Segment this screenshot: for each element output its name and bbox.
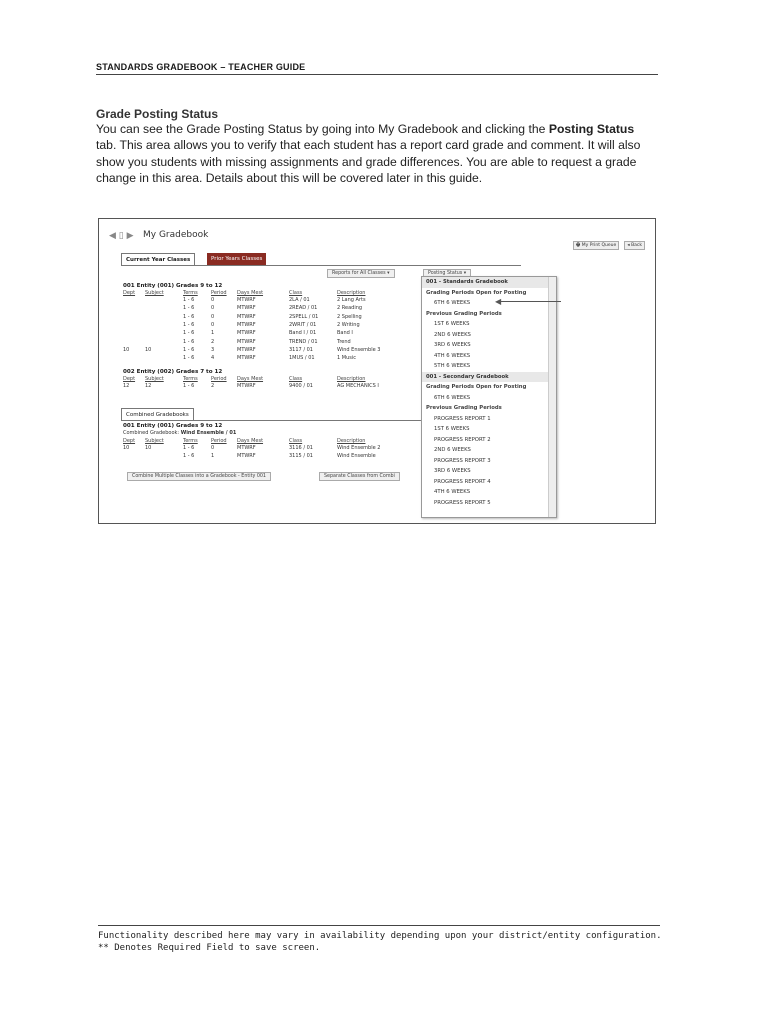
table-cell: 10	[123, 445, 130, 451]
column-header: Period	[211, 438, 227, 444]
dropdown-option[interactable]: PROGRESS REPORT 3	[434, 457, 491, 464]
table-cell: 1 - 6	[183, 383, 195, 389]
table-cell: 1 - 6	[183, 305, 195, 312]
back-button[interactable]: ◂ Back	[624, 241, 645, 250]
header-rule	[96, 74, 658, 75]
table-cell: 2 Writing	[337, 321, 360, 328]
table-cell: MTWRF	[237, 445, 256, 451]
column-header: Class	[289, 376, 303, 382]
table-cell[interactable]: 3117 / 01	[289, 346, 313, 353]
column-header: Class	[289, 438, 303, 444]
table-cell: 3	[211, 346, 215, 353]
column-header: Period	[211, 290, 227, 296]
table-cell: Wind Ensemble	[337, 452, 376, 459]
footer-rule	[98, 925, 660, 926]
dropdown-option[interactable]: 6TH 6 WEEKS	[434, 394, 471, 401]
separate-classes-button[interactable]: Separate Classes from Combi	[319, 472, 400, 481]
table-cell: 2 Lang Arts	[337, 297, 366, 303]
column-header: Dept	[123, 376, 136, 382]
footer-line2: ** Denotes Required Field to save screen.	[98, 943, 321, 953]
combined-sub-bold: Wind Ensemble / 01	[180, 430, 237, 436]
tab-current-year[interactable]: Current Year Classes	[121, 253, 195, 266]
posting-status-dropdown[interactable]	[421, 276, 557, 518]
column-header: Days Mest	[237, 376, 264, 382]
combined-heading: 001 Entity (001) Grades 9 to 12	[123, 423, 223, 429]
table-cell: 4	[211, 355, 215, 362]
table-cell: 1 - 6	[183, 355, 195, 362]
table-cell: 10	[123, 346, 130, 353]
column-header: Days Mest	[237, 438, 264, 444]
dropdown-group-label: 001 - Secondary Gradebook	[422, 372, 556, 383]
combine-classes-button[interactable]: Combine Multiple Classes into a Gradebook - Entity 001	[127, 472, 271, 481]
table-cell[interactable]: 1MUS / 01	[289, 355, 315, 362]
table-cell: AG MECHANICS I	[337, 383, 379, 389]
column-header: Terms	[183, 438, 198, 444]
print-queue-button[interactable]: 🖶 My Print Queue	[573, 241, 619, 250]
dropdown-option[interactable]: PROGRESS REPORT 2	[434, 436, 491, 443]
table-cell: 1 - 6	[183, 338, 195, 345]
table-cell: 0	[211, 305, 215, 312]
combined-rule	[121, 420, 421, 421]
table-cell: 1 - 6	[183, 297, 195, 303]
tab-combined-gradebooks[interactable]: Combined Gradebooks	[121, 408, 194, 421]
table-cell: MTWRF	[237, 452, 256, 459]
dropdown-option[interactable]: 3RD 6 WEEKS	[434, 468, 471, 474]
table-cell: 1	[211, 330, 215, 337]
paragraph-part1: You can see the Grade Posting Status by going into My Gradebook and clicking the	[96, 122, 549, 136]
column-header: Period	[211, 376, 227, 382]
table-cell: 2 Reading	[337, 305, 363, 312]
table-cell: 0	[211, 313, 215, 320]
table-cell[interactable]: 2LA / 01	[289, 297, 310, 303]
column-header: Subject	[145, 290, 164, 296]
table-cell: 1 - 6	[183, 346, 195, 353]
table-cell: MTWRF	[237, 313, 256, 320]
callout-arrow-icon: ◀	[495, 297, 502, 306]
dropdown-option[interactable]: 6TH 6 WEEKS	[434, 300, 471, 306]
table-cell[interactable]: 3115 / 01	[289, 452, 313, 459]
table-cell[interactable]: 3116 / 01	[289, 445, 313, 451]
table-cell[interactable]: 9400 / 01	[289, 383, 313, 389]
dropdown-group-label: Previous Grading Periods	[426, 405, 502, 411]
print-queue-label: My Print Queue	[581, 243, 617, 248]
table-cell: 1 Music	[337, 355, 356, 362]
dropdown-option[interactable]: 2ND 6 WEEKS	[434, 447, 471, 453]
table-cell: 2	[211, 383, 215, 389]
column-header: Class	[289, 290, 303, 296]
column-header: Subject	[145, 376, 164, 382]
table-cell: MTWRF	[237, 305, 256, 312]
footer	[98, 930, 662, 954]
table-cell: Band I	[337, 330, 353, 337]
table-cell: MTWRF	[237, 383, 256, 389]
column-header: Terms	[183, 290, 198, 296]
dropdown-group-label: Previous Grading Periods	[426, 310, 502, 317]
column-header: Terms	[183, 376, 198, 382]
paragraph-bold: Posting Status	[548, 122, 635, 136]
entity2-heading: 002 Entity (002) Grades 7 to 12	[123, 369, 223, 375]
reports-button[interactable]: Reports for All Classes ▾	[327, 269, 395, 278]
back-label: Back	[631, 243, 642, 248]
tab-underline	[121, 265, 521, 266]
callout-arrow-line	[499, 301, 561, 302]
table-cell: Wind Ensemble 3	[337, 346, 381, 353]
table-cell[interactable]: 2READ / 01	[289, 305, 318, 312]
column-header: Dept	[123, 290, 136, 296]
dropdown-group-label: Grading Periods Open for Posting	[426, 384, 527, 390]
column-header: Description	[337, 376, 366, 382]
combined-sub-label: Combined Gradebook:	[123, 430, 181, 436]
table-cell: 10	[145, 445, 152, 451]
dropdown-group-label: Grading Periods Open for Posting	[426, 289, 527, 296]
entity1-heading: 001 Entity (001) Grades 9 to 12	[123, 283, 223, 289]
dropdown-option[interactable]: 4TH 6 WEEKS	[434, 489, 471, 495]
dropdown-option[interactable]: 4TH 6 WEEKS	[434, 352, 471, 359]
column-header: Dept	[123, 438, 136, 444]
table-cell: 10	[145, 346, 152, 353]
top-buttons	[573, 231, 645, 250]
table-cell: 1 - 6	[183, 330, 195, 337]
column-header: Days Mest	[237, 290, 264, 296]
dropdown-option[interactable]: 3RD 6 WEEKS	[434, 342, 471, 348]
dropdown-option[interactable]: 2ND 6 WEEKS	[434, 331, 471, 338]
dropdown-scrollbar[interactable]	[548, 277, 556, 517]
table-cell: 0	[211, 445, 215, 451]
table-cell: MTWRF	[237, 346, 256, 353]
footer-line1: Functionality described here may vary in availability depending upon your district/entity configuration.	[98, 931, 662, 941]
dropdown-option[interactable]: 1ST 6 WEEKS	[434, 426, 470, 432]
guide-header: STANDARDS GRADEBOOK – TEACHER GUIDE	[96, 62, 306, 72]
table-cell: MTWRF	[237, 355, 256, 362]
table-cell[interactable]: 2SPELL / 01	[289, 313, 319, 320]
table-cell: MTWRF	[237, 321, 256, 328]
dropdown-option[interactable]: PROGRESS REPORT 1	[434, 415, 491, 422]
dropdown-group-label: 001 - Standards Gradebook	[422, 277, 556, 288]
column-header: Description	[337, 290, 366, 296]
column-header: Description	[337, 438, 366, 444]
table-cell: Trend	[337, 338, 351, 345]
nav-arrows-icon[interactable]: ◀ ▯ ▶	[109, 231, 134, 241]
section-paragraph	[96, 121, 656, 186]
table-cell: 1	[211, 452, 215, 459]
column-header: Subject	[145, 438, 164, 444]
table-cell: 0	[211, 297, 215, 303]
dropdown-option[interactable]: 1ST 6 WEEKS	[434, 321, 470, 327]
table-cell: 0	[211, 321, 215, 328]
table-cell: 1 - 6	[183, 321, 195, 328]
table-cell: MTWRF	[237, 297, 256, 303]
section-title: Grade Posting Status	[96, 107, 219, 121]
gradebook-title: My Gradebook	[143, 230, 209, 240]
paragraph-part2: tab. This area allows you to verify that each student has a report card grade and comment. It will also show you students with missing assignments and grade differences. You are able to request a grade change in this area. Details about this will be covered later in this guide.	[96, 138, 641, 185]
table-cell[interactable]: 2WRIT / 01	[289, 321, 317, 328]
gradebook-screenshot	[98, 218, 656, 524]
dropdown-option[interactable]: 5TH 6 WEEKS	[434, 363, 471, 369]
table-cell: 2 Spelling	[337, 313, 362, 320]
table-cell: Wind Ensemble 2	[337, 445, 381, 451]
combined-subheading	[123, 430, 236, 436]
dropdown-option[interactable]: PROGRESS REPORT 4	[434, 478, 491, 485]
dropdown-list	[422, 277, 556, 508]
table-cell: MTWRF	[237, 330, 256, 337]
table-cell: 1 - 6	[183, 313, 195, 320]
table-cell: 12	[145, 383, 152, 389]
table-cell: 1 - 6	[183, 452, 195, 459]
tab-prior-years[interactable]: Prior Years Classes	[207, 253, 266, 265]
table-cell[interactable]: Band I / 01	[289, 330, 317, 337]
posting-status-button[interactable]: Posting Status ▾	[423, 269, 471, 278]
table-cell[interactable]: TREND / 01	[289, 338, 318, 345]
table-cell: 2	[211, 338, 215, 345]
dropdown-option[interactable]: PROGRESS REPORT 5	[434, 499, 491, 506]
table-cell: MTWRF	[237, 338, 256, 345]
table-cell: 1 - 6	[183, 445, 195, 451]
table-cell: 12	[123, 383, 130, 389]
